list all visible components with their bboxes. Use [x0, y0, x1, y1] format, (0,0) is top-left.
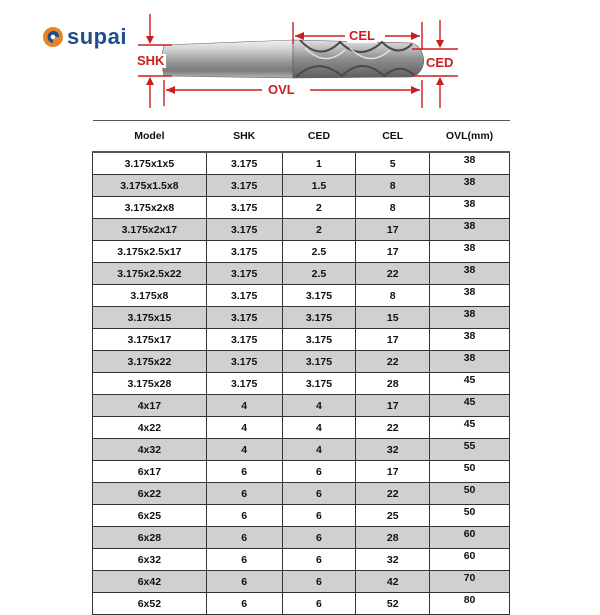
- table-row: [93, 329, 510, 351]
- cell-ced: 4: [282, 417, 356, 439]
- header-model: Model: [93, 121, 207, 153]
- cell-model: 6x28: [93, 527, 207, 549]
- cell-ced: 3.175: [282, 351, 356, 373]
- cell-ovl: 50: [430, 505, 510, 527]
- cell-model: 3.175x17: [93, 329, 207, 351]
- header-shk: SHK: [206, 121, 282, 153]
- table-row: [93, 417, 510, 439]
- table-body: [93, 152, 510, 615]
- cell-cel: 17: [356, 329, 430, 351]
- cell-shk: 6: [206, 593, 282, 615]
- cell-shk: 3.175: [206, 219, 282, 241]
- table-row: [93, 175, 510, 197]
- cell-cel: 17: [356, 219, 430, 241]
- cell-model: 6x32: [93, 549, 207, 571]
- cell-cel: 32: [356, 439, 430, 461]
- cell-ovl: 38: [430, 307, 510, 329]
- header-ced: CED: [282, 121, 356, 153]
- cell-ovl: 38: [430, 175, 510, 197]
- cell-ovl: 60: [430, 549, 510, 571]
- cell-cel: 8: [356, 175, 430, 197]
- cell-cel: 28: [356, 373, 430, 395]
- cell-model: 3.175x22: [93, 351, 207, 373]
- cell-model: 3.175x2x8: [93, 197, 207, 219]
- cell-model: 6x22: [93, 483, 207, 505]
- header-ovl: OVL(mm): [430, 121, 510, 153]
- cell-ovl: 45: [430, 373, 510, 395]
- table-row: [93, 593, 510, 615]
- cell-ced: 6: [282, 571, 356, 593]
- cell-shk: 4: [206, 417, 282, 439]
- cell-cel: 5: [356, 152, 430, 175]
- cell-model: 4x32: [93, 439, 207, 461]
- cell-shk: 6: [206, 461, 282, 483]
- cell-shk: 6: [206, 483, 282, 505]
- table-row: [93, 152, 510, 175]
- cell-cel: 52: [356, 593, 430, 615]
- table-row: [93, 373, 510, 395]
- table-row: [93, 549, 510, 571]
- cell-ced: 3.175: [282, 373, 356, 395]
- cell-shk: 3.175: [206, 197, 282, 219]
- cell-ced: 2: [282, 219, 356, 241]
- cell-ovl: 38: [430, 219, 510, 241]
- cell-shk: 3.175: [206, 329, 282, 351]
- cell-ovl: 38: [430, 263, 510, 285]
- cell-ced: 2: [282, 197, 356, 219]
- cell-shk: 4: [206, 439, 282, 461]
- cell-cel: 8: [356, 285, 430, 307]
- cell-ovl: 45: [430, 417, 510, 439]
- table-row: [93, 527, 510, 549]
- cell-ovl: 70: [430, 571, 510, 593]
- cell-model: 6x52: [93, 593, 207, 615]
- cell-model: 3.175x2.5x22: [93, 263, 207, 285]
- table-row: [93, 571, 510, 593]
- cell-ovl: 50: [430, 461, 510, 483]
- cell-ced: 3.175: [282, 285, 356, 307]
- cell-shk: 6: [206, 505, 282, 527]
- tool-flutes: [293, 40, 424, 78]
- table-row: [93, 439, 510, 461]
- cell-shk: 3.175: [206, 373, 282, 395]
- cell-shk: 3.175: [206, 351, 282, 373]
- cell-model: 3.175x28: [93, 373, 207, 395]
- cell-model: 6x42: [93, 571, 207, 593]
- table-row: [93, 483, 510, 505]
- table-row: [93, 263, 510, 285]
- cell-ced: 6: [282, 505, 356, 527]
- cell-ovl: 38: [430, 329, 510, 351]
- tool-shank: [162, 40, 293, 78]
- cell-ovl: 50: [430, 483, 510, 505]
- cell-ced: 4: [282, 439, 356, 461]
- cell-ced: 4: [282, 395, 356, 417]
- cell-model: 3.175x15: [93, 307, 207, 329]
- cell-ovl: 38: [430, 285, 510, 307]
- cell-model: 3.175x2x17: [93, 219, 207, 241]
- ced-label: CED: [426, 55, 454, 70]
- shk-label: SHK: [137, 53, 165, 68]
- cell-cel: 42: [356, 571, 430, 593]
- table-row: [93, 285, 510, 307]
- cell-ced: 1: [282, 152, 356, 175]
- cell-ced: 2.5: [282, 241, 356, 263]
- cell-ovl: 55: [430, 439, 510, 461]
- table-row: [93, 197, 510, 219]
- table-row: [93, 219, 510, 241]
- cell-shk: 3.175: [206, 285, 282, 307]
- cell-cel: 32: [356, 549, 430, 571]
- brand-name: supai: [67, 24, 127, 49]
- table-row: [93, 241, 510, 263]
- end-mill-drawing: [0, 0, 600, 122]
- cell-ovl: 80: [430, 593, 510, 615]
- cell-ovl: 45: [430, 395, 510, 417]
- table-row: [93, 461, 510, 483]
- cell-cel: 22: [356, 417, 430, 439]
- cell-ovl: 60: [430, 527, 510, 549]
- cell-ced: 6: [282, 593, 356, 615]
- cell-model: 6x25: [93, 505, 207, 527]
- cell-shk: 6: [206, 527, 282, 549]
- cell-cel: 25: [356, 505, 430, 527]
- cell-ovl: 38: [430, 197, 510, 219]
- cell-shk: 3.175: [206, 175, 282, 197]
- cel-label: CEL: [349, 28, 375, 43]
- tool-diagram: [0, 0, 600, 122]
- cell-ovl: 38: [430, 241, 510, 263]
- table-row: [93, 351, 510, 373]
- cell-cel: 22: [356, 351, 430, 373]
- cell-ced: 2.5: [282, 263, 356, 285]
- table-header: [93, 121, 510, 153]
- cell-cel: 28: [356, 527, 430, 549]
- cell-cel: 22: [356, 263, 430, 285]
- cell-shk: 3.175: [206, 152, 282, 175]
- cell-cel: 17: [356, 241, 430, 263]
- cell-cel: 8: [356, 197, 430, 219]
- cell-model: 4x17: [93, 395, 207, 417]
- cell-model: 3.175x1x5: [93, 152, 207, 175]
- cell-model: 3.175x2.5x17: [93, 241, 207, 263]
- table-row: [93, 307, 510, 329]
- cell-model: 6x17: [93, 461, 207, 483]
- cell-shk: 3.175: [206, 307, 282, 329]
- cell-shk: 4: [206, 395, 282, 417]
- cell-cel: 17: [356, 395, 430, 417]
- cell-model: 4x22: [93, 417, 207, 439]
- cell-ovl: 38: [430, 351, 510, 373]
- cell-cel: 15: [356, 307, 430, 329]
- table-row: [93, 505, 510, 527]
- cell-ced: 1.5: [282, 175, 356, 197]
- header-row: [93, 121, 510, 153]
- cell-ced: 6: [282, 527, 356, 549]
- cell-cel: 17: [356, 461, 430, 483]
- cell-model: 3.175x8: [93, 285, 207, 307]
- cell-cel: 22: [356, 483, 430, 505]
- cell-shk: 6: [206, 549, 282, 571]
- cell-shk: 6: [206, 571, 282, 593]
- cell-model: 3.175x1.5x8: [93, 175, 207, 197]
- cell-ovl: 38: [430, 152, 510, 175]
- cell-shk: 3.175: [206, 263, 282, 285]
- cell-ced: 6: [282, 483, 356, 505]
- cell-ced: 3.175: [282, 307, 356, 329]
- spec-table: [92, 120, 510, 615]
- table-row: [93, 395, 510, 417]
- ovl-label: OVL: [268, 82, 295, 97]
- cell-shk: 3.175: [206, 241, 282, 263]
- cell-ced: 6: [282, 549, 356, 571]
- cell-ced: 3.175: [282, 329, 356, 351]
- cell-ced: 6: [282, 461, 356, 483]
- header-cel: CEL: [356, 121, 430, 153]
